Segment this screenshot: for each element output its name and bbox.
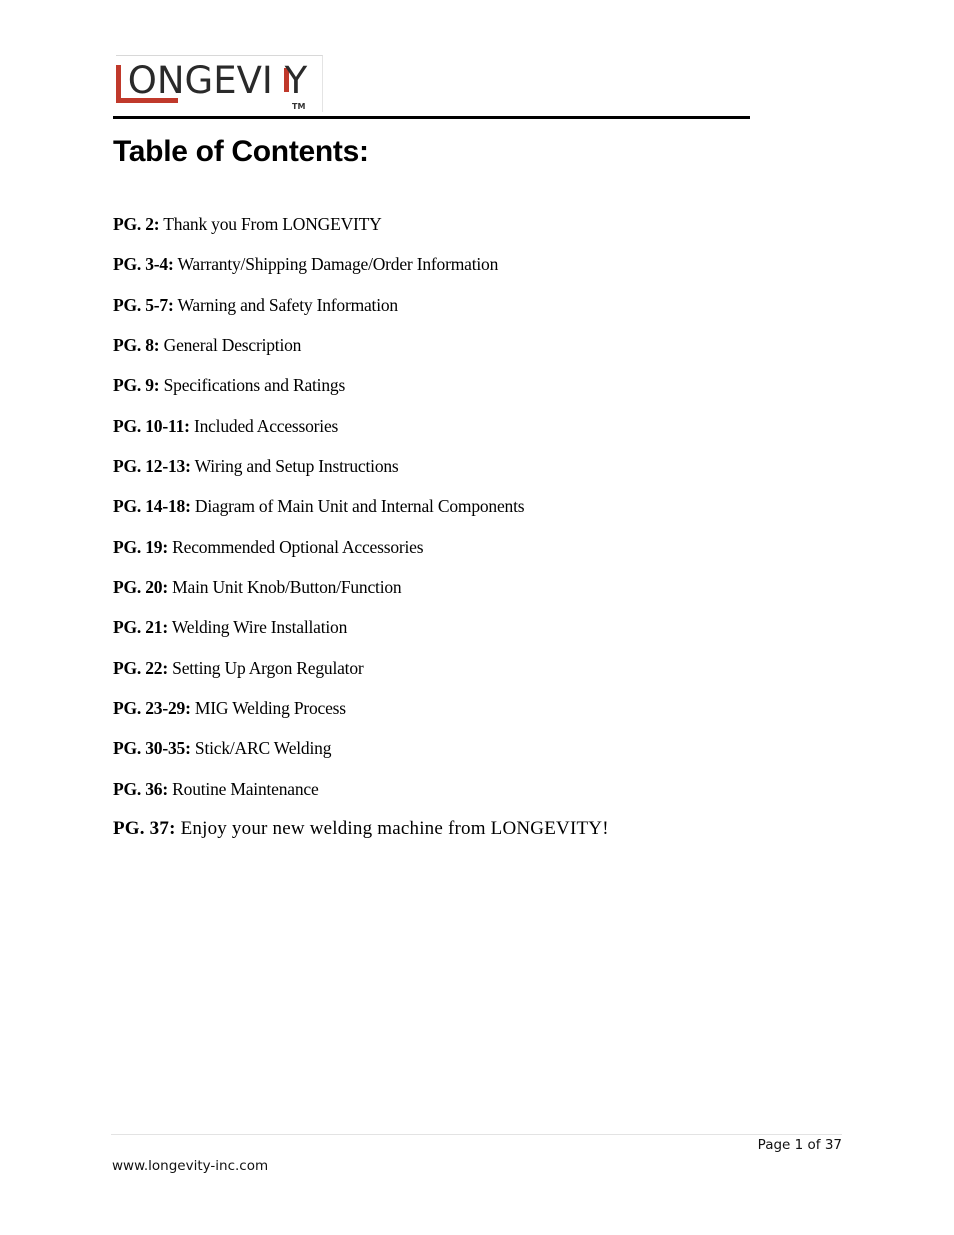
toc-entry-label: Setting Up Argon Regulator <box>172 657 364 678</box>
toc-page-ref: PG. 21: <box>113 617 168 638</box>
toc-entry <box>113 696 609 736</box>
toc-entry-label: Main Unit Knob/Button/Function <box>172 577 402 598</box>
toc-entry-label: Specifications and Ratings <box>163 375 346 396</box>
toc-entry-label: Welding Wire Installation <box>171 617 348 638</box>
toc-page-ref: PG. 10-11: <box>113 415 190 436</box>
header-divider <box>113 116 750 119</box>
page-title: Table of Contents: <box>113 135 369 168</box>
toc-page-ref: PG. 14-18: <box>113 496 191 517</box>
website-url: www.longevity-inc.com <box>112 1158 269 1174</box>
toc-entry-label: MIG Welding Process <box>194 698 346 719</box>
toc-entry <box>113 656 609 696</box>
toc-page-ref: PG. 3-4: <box>113 254 174 275</box>
toc-entry-label: Diagram of Main Unit and Internal Components <box>194 496 525 517</box>
toc-entry <box>113 414 609 454</box>
toc-entry <box>113 615 609 655</box>
toc-entry <box>113 333 609 373</box>
toc-entry-label: Routine Maintenance <box>172 778 319 799</box>
toc-page-ref: PG. 8: <box>113 335 160 356</box>
toc-entry <box>113 817 609 857</box>
toc-entry <box>113 494 609 534</box>
toc-entry-label: Wiring and Setup Instructions <box>194 456 399 477</box>
toc-page-ref: PG. 2: <box>113 214 160 234</box>
toc-page-ref: PG. 37: <box>113 818 176 840</box>
toc-page-ref: PG. 12-13: <box>113 456 191 477</box>
toc-entry-label: Warning and Safety Information <box>177 294 398 315</box>
toc-page-ref: PG. 22: <box>113 657 168 678</box>
toc-entry <box>113 777 609 817</box>
table-of-contents <box>113 212 609 858</box>
logo-wordmark: ONGEVI Y <box>116 59 308 102</box>
toc-entry <box>113 252 609 292</box>
toc-entry <box>113 212 609 252</box>
toc-entry-label: Stick/ARC Welding <box>194 738 332 759</box>
toc-page-ref: PG. 5-7: <box>113 294 174 315</box>
toc-entry <box>113 575 609 615</box>
toc-entry-label: Warranty/Shipping Damage/Order Information <box>177 254 499 275</box>
logo-trademark: TM <box>292 102 306 111</box>
footer-divider <box>111 1134 842 1135</box>
toc-page-ref: PG. 30-35: <box>113 738 191 759</box>
toc-page-ref: PG. 36: <box>113 778 168 799</box>
toc-page-ref: PG. 9: <box>113 375 160 396</box>
page-number: Page 1 of 37 <box>757 1137 842 1153</box>
toc-entry <box>113 736 609 776</box>
toc-page-ref: PG. 19: <box>113 536 168 557</box>
toc-entry-label: Thank you From LONGEVITY <box>163 214 382 234</box>
toc-entry-label: Recommended Optional Accessories <box>172 536 424 557</box>
toc-entry <box>113 535 609 575</box>
toc-entry-label: Enjoy your new welding machine from LONGEVITY! <box>180 818 609 840</box>
toc-page-ref: PG. 20: <box>113 577 168 598</box>
toc-entry-label: Included Accessories <box>193 415 339 436</box>
toc-entry <box>113 454 609 494</box>
longevity-logo <box>116 55 326 113</box>
toc-entry <box>113 293 609 333</box>
toc-page-ref: PG. 23-29: <box>113 698 191 719</box>
toc-entry-label: General Description <box>163 335 302 356</box>
toc-entry <box>113 373 609 413</box>
